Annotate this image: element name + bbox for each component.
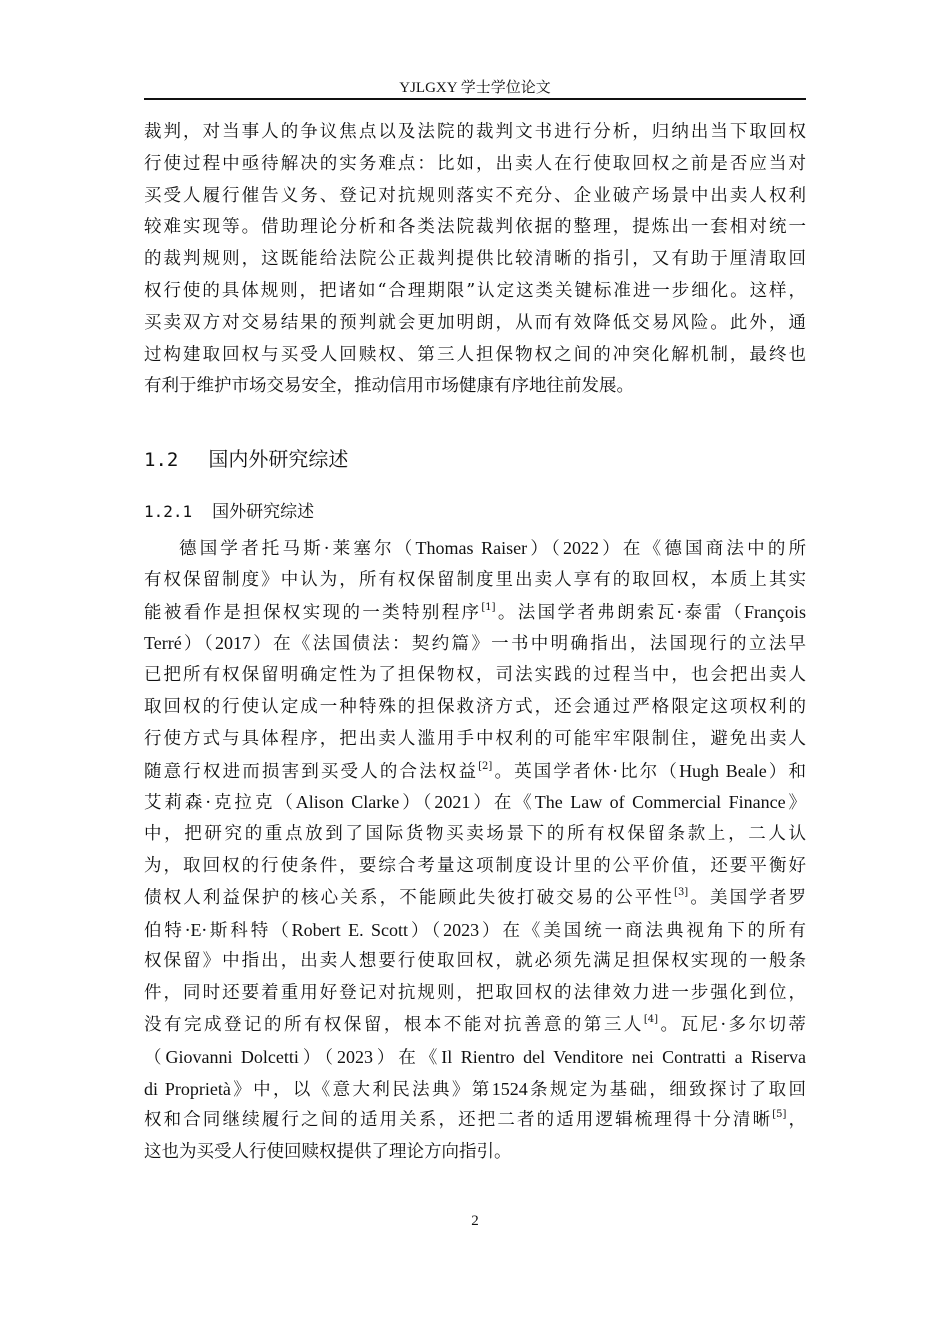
text-line: 没有完成登记的所有权保留，根本不能对抗善意的第三人[4]。瓦尼·多尔切蒂 <box>144 1013 806 1035</box>
paragraph-continued <box>144 117 806 403</box>
citation-ref[interactable]: [1] <box>481 601 496 613</box>
subsection-title: 国外研究综述 <box>212 502 315 522</box>
text-line: 有权保留制度》中认为，所有权保留制度里出卖人享有的取回权，本质上其实 <box>144 569 806 590</box>
text-line: 件，同时还要着重用好登记对抗规则，把取回权的法律效力进一步强化到位， <box>144 983 806 1004</box>
text-line: 艾莉森·克拉克（Alison Clarke）（2021）在《The Law of Commercial Finance》 <box>144 792 806 814</box>
text-line: 权行使的具体规则，把诸如“合理期限”认定这类关键标准进一步细化。这样， <box>144 280 806 301</box>
text-line: 买受人履行催告义务、登记对抗规则落实不充分、企业破产场景中出卖人权利 <box>144 185 806 206</box>
text-line: （Giovanni Dolcetti）（2023）在《Il Rientro del Venditore nei Contratti a Riserva <box>144 1046 806 1068</box>
section-title: 国内外研究综述 <box>208 447 349 471</box>
page-number: 2 <box>471 1213 479 1229</box>
text-line: 的裁判规则，这既能给法院公正裁判提供比较清晰的指引，又有助于厘清取回 <box>144 249 806 270</box>
header-rule <box>144 98 806 100</box>
citation-ref[interactable]: [2] <box>478 760 493 772</box>
text-line: 这也为买受人行使回赎权提供了理论方向指引。 <box>144 1142 512 1163</box>
subsection-number: 1.2.1 <box>144 502 193 521</box>
text-line: 权保留》中指出，出卖人想要行使取回权，就必须先满足担保权实现的一般条 <box>144 951 806 972</box>
text-line: 已把所有权保留明确定性为了担保物权，司法实践的过程当中，也会把出卖人 <box>144 665 806 686</box>
text-line: 中，把研究的重点放到了国际货物买卖场景下的所有权保留条款上，二人认 <box>144 824 806 845</box>
text-line: Terré）（2017）在《法国债法：契约篇》一书中明确指出，法国现行的立法早 <box>144 633 806 655</box>
text-line: 权和合同继续履行之间的适用关系，还把二者的适用逻辑梳理得十分清晰[5]， <box>144 1109 806 1131</box>
text-line: 债权人利益保护的核心关系，不能顾此失彼打破交易的公平性[3]。美国学者罗 <box>144 886 806 908</box>
text-line: 有利于维护市场交易安全，推动信用市场健康有序地往前发展。 <box>144 376 634 397</box>
text-line: 行使方式与具体程序，把出卖人滥用手中权利的可能牢牢限制住，避免出卖人 <box>144 728 806 749</box>
text-line: 取回权的行使认定成一种特殊的担保救济方式，还会通过严格限定这项权利的 <box>144 696 806 717</box>
text-line: 买卖双方对交易结果的预判就会更加明朗，从而有效降低交易风险。此外，通 <box>144 312 806 333</box>
text-line: 能被看作是担保权实现的一类特别程序[1]。法国学者弗朗索瓦·泰雷（François <box>144 601 806 623</box>
text-line: 裁判，对当事人的争议焦点以及法院的裁判文书进行分析，归纳出当下取回权 <box>144 122 806 142</box>
text-line: 德国学者托马斯·莱塞尔（Thomas Raiser）（2022）在《德国商法中的所 <box>179 538 806 559</box>
text-line: 随意行权进而损害到买受人的合法权益[2]。英国学者休·比尔（Hugh Beale）和 <box>144 760 806 782</box>
section-number: 1.2 <box>144 449 179 471</box>
text-line: 较难实现等。借助理论分析和各类法院裁判依据的整理，提炼出一套相对统一 <box>144 217 806 238</box>
paragraph-foreign-research <box>144 533 806 1169</box>
header-title: YJLGXY 学士学位论文 <box>399 80 551 96</box>
citation-ref[interactable]: [3] <box>674 886 689 898</box>
text-line: 过构建取回权与买受人回赎权、第三人担保物权之间的冲突化解机制，最终也 <box>144 344 806 365</box>
subsection-heading <box>144 497 314 522</box>
citation-ref[interactable]: [5] <box>772 1109 787 1121</box>
citation-ref[interactable]: [4] <box>643 1013 658 1025</box>
text-line: di Proprietà》中，以《意大利民法典》第1524条规定为基础，细致探讨了取回 <box>144 1078 806 1100</box>
text-line: 为，取回权的行使条件，要综合考量这项制度设计里的公平价值，还要平衡好 <box>144 855 806 876</box>
section-heading <box>144 443 348 472</box>
text-line: 行使过程中亟待解决的实务难点：比如，出卖人在行使取回权之前是否应当对 <box>144 153 806 174</box>
text-line: 伯特·E·斯科特（Robert E. Scott）（2023）在《美国统一商法典视角下的所有 <box>144 919 806 941</box>
